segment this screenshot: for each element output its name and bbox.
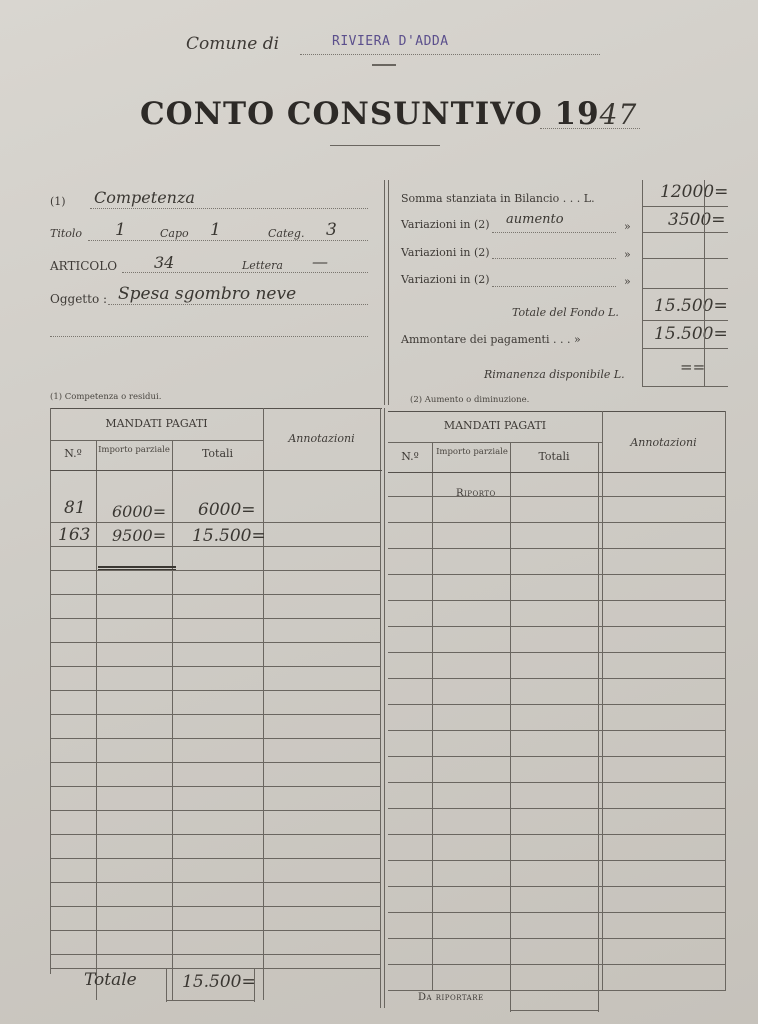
left-row-rule-3 [50,570,380,571]
var3-underline [492,286,616,287]
totale-label: Totale del Fondo L. [512,306,619,319]
amount-column-right [704,180,705,386]
right-row-rule-19 [388,964,726,965]
var1-label: Variazioni in (2) [401,218,490,231]
left-row-rule-9 [50,714,380,715]
left-row-rule-10 [50,738,380,739]
left-col-annotazioni: Annotazioni [288,432,355,445]
title-rule [330,145,440,146]
var1-handwritten: aumento [506,212,564,227]
right-row-rule-7 [388,652,726,653]
left-row-rule-8 [50,690,380,691]
rimanenza-label: Rimanenza disponibile L. [484,368,625,381]
left-col-importo-divider [172,440,173,1000]
amount-rule-5 [642,320,728,321]
var3-mark: » [624,275,631,288]
right-table-annot-divider [602,411,603,991]
left-table-annot-divider [263,408,264,1000]
right-table-right-edge [725,411,726,991]
right-row-rule-5 [388,600,726,601]
left-sum-double-rule [98,566,176,568]
left-row-rule-13 [50,810,380,811]
right-riporto-label: Riporto [456,488,496,499]
left-row-2-num: 163 [58,525,91,545]
var1-underline [492,232,616,233]
left-table-title: MANDATI PAGATI [105,417,208,430]
articolo-underline [122,272,368,273]
left-row-rule-14 [50,834,380,835]
totale-value: 15.500= [654,296,728,316]
articolo-label: ARTICOLO [50,259,118,273]
left-footer-box-right [254,968,255,1002]
center-divider-top-2 [388,180,389,405]
articolo-value: 34 [154,253,175,272]
comune-stamp: RIVIERA D'ADDA [332,34,449,49]
left-row-rule-5 [50,618,380,619]
left-row-rule-19 [50,954,380,955]
competenza-mark: (1) [50,195,66,208]
left-row-rule-16 [50,882,380,883]
right-header-mid-rule [388,442,602,443]
left-row-rule-2 [50,546,380,547]
center-divider-top [384,180,385,405]
left-row-rule-20 [50,968,380,969]
left-row-rule-18 [50,930,380,931]
title-year-handwritten: 47 [599,98,638,131]
title-underline [540,128,640,129]
left-row-rule-15 [50,858,380,859]
left-table-top [50,408,382,409]
amount-rule-2 [642,232,728,233]
left-row-rule-11 [50,762,380,763]
left-footer-totale-hw: Totale [84,970,137,990]
right-row-rule-13 [388,808,726,809]
left-col-num-divider [96,440,97,1000]
right-row-rule-16 [388,886,726,887]
right-row-rule-2 [388,522,726,523]
right-row-rule-18 [388,938,726,939]
amount-rule-7 [642,386,728,387]
right-row-rule-17 [388,912,726,913]
var2-mark: » [624,248,631,261]
left-table-edge [50,408,51,974]
left-col-importo: Importo parziale [98,445,170,455]
capo-value: 1 [210,220,221,240]
left-table-right-edge [380,408,381,1008]
left-row-rule-4 [50,594,380,595]
oggetto-value: Spesa sgombro neve [118,284,297,304]
right-row-rule-6 [388,626,726,627]
categ-label: Categ. [268,227,305,240]
left-row-rule-17 [50,906,380,907]
amount-rule-1 [642,206,728,207]
left-row-1-num: 81 [64,498,86,518]
footnote-right: (2) Aumento o diminuzione. [410,395,530,405]
right-row-rule-10 [388,730,726,731]
right-row-rule-8 [388,678,726,679]
rimanenza-value: == [680,358,706,376]
competenza-value: Competenza [94,188,195,207]
left-col-num: N.º [64,447,82,460]
left-row-1-importo: 6000= [112,502,167,521]
capo-label: Capo [160,227,189,240]
right-col-totali: Totali [538,450,570,463]
right-row-rule-4 [388,574,726,575]
left-footer-total: 15.500= [182,972,256,992]
comune-underline [300,54,600,55]
right-col-num: N.º [401,450,419,463]
categ-value: 3 [326,220,337,240]
right-header-bottom-rule [388,472,726,473]
left-col-totali: Totali [201,447,234,460]
left-sum-double-rule-2 [98,569,176,570]
left-footer-box-bottom [166,1000,254,1001]
var3-label: Variazioni in (2) [401,273,490,286]
right-row-rule-11 [388,756,726,757]
footnote-left: (1) Competenza o residui. [50,392,162,402]
left-row-rule-1 [50,522,380,523]
amount-rule-6 [642,348,728,349]
left-row-2-totale: 15.500= [192,526,266,546]
titolo-label: Titolo [50,227,83,240]
ammontare-value: 15.500= [654,324,728,344]
oggetto-label: Oggetto : [50,292,108,306]
right-table-title: MANDATI PAGATI [443,419,547,432]
ammontare-label: Ammontare dei pagamenti . . . » [401,333,581,346]
right-col-importo-divider [510,442,511,1012]
right-footer-box-bottom [510,1010,598,1011]
center-divider-bottom [384,408,385,1008]
right-table-top [388,411,726,412]
page-title [140,96,637,132]
var1-value: 3500= [668,210,726,230]
right-col-importo: Importo parziale [436,447,508,457]
somma-value: 12000= [660,182,729,202]
right-row-rule-14 [388,834,726,835]
right-row-rule-9 [388,704,726,705]
lettera-label: Lettera [242,259,283,272]
right-row-rule-15 [388,860,726,861]
left-row-rule-6 [50,642,380,643]
somma-label: Somma stanziata in Bilancio . . . L. [401,192,595,205]
competenza-underline [90,208,368,209]
oggetto-underline [108,304,368,305]
lettera-value: — [312,252,328,271]
right-row-rule-3 [388,548,726,549]
right-row-rule-20 [388,990,726,991]
right-col-totali-divider [598,442,599,1012]
right-row-rule-12 [388,782,726,783]
left-row-rule-7 [50,666,380,667]
amount-column-left [642,180,643,386]
amount-rule-3 [642,258,728,259]
titolo-underline [88,240,368,241]
header-dash [372,64,396,66]
oggetto-underline-2 [50,336,368,337]
left-row-2-importo: 9500= [112,526,167,545]
right-col-annotazioni: Annotazioni [630,436,697,449]
right-row-rule-1 [388,496,726,497]
left-footer-box-left [166,968,167,1002]
right-col-num-divider [432,442,433,990]
left-row-1-totale: 6000= [198,500,256,520]
amount-rule-4 [642,288,728,289]
right-da-riportare-label: Da riportare [418,992,484,1003]
var2-underline [492,258,616,259]
var1-mark: » [624,220,631,233]
left-row-rule-12 [50,786,380,787]
titolo-value: 1 [115,220,126,240]
left-header-mid-rule [50,440,263,441]
comune-label: Comune di [186,34,280,54]
title-printed: CONTO CONSUNTIVO 19 [140,96,600,132]
var2-label: Variazioni in (2) [401,246,490,259]
left-header-bottom-rule [50,470,382,471]
